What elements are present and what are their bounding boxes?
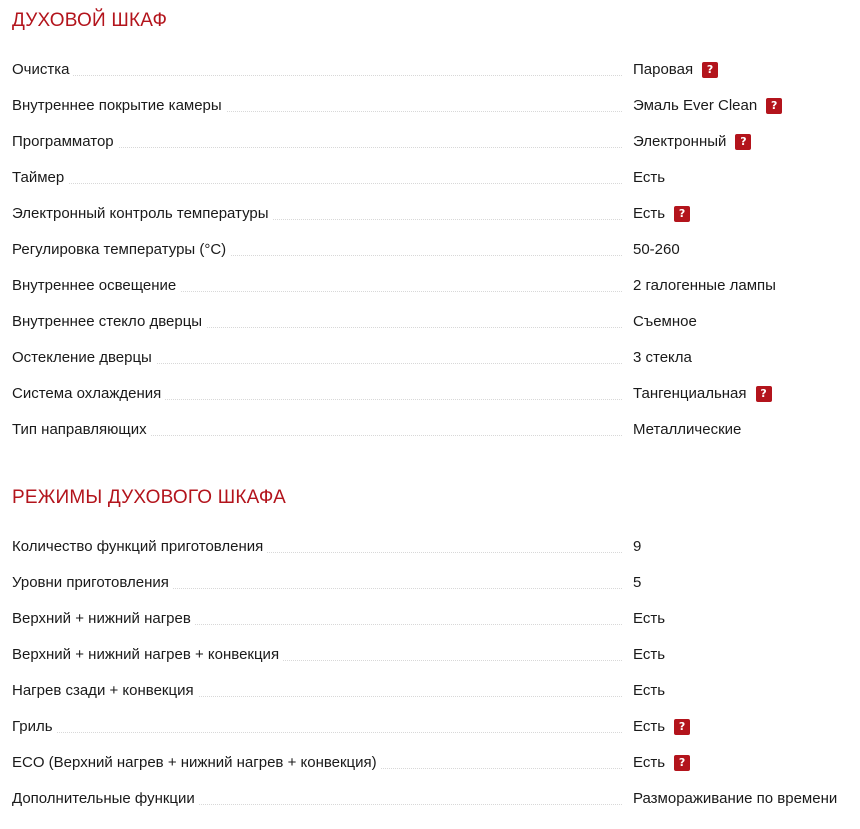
spec-value: [633, 789, 837, 809]
spec-value-text: Есть: [633, 718, 666, 735]
spec-value: [633, 717, 690, 737]
spec-value-text: Паровая: [633, 61, 694, 78]
spec-row: [0, 602, 860, 638]
help-question-icon[interactable]: ?: [674, 206, 690, 222]
section-title-oven-modes: РЕЖИМЫ ДУХОВОГО ШКАФА: [12, 487, 286, 508]
help-question-icon[interactable]: ?: [735, 134, 751, 150]
spec-label: Дополнительные функции: [12, 789, 199, 809]
spec-label: Внутреннее покрытие камеры: [12, 96, 226, 116]
spec-label: Регулировка температуры (°С): [12, 240, 230, 260]
spec-value: [633, 537, 641, 557]
spec-value-text: 3 стекла: [633, 349, 692, 366]
spec-label: Очистка: [12, 60, 73, 80]
spec-value: [633, 384, 772, 404]
spec-value: [633, 240, 680, 260]
spec-value-text: 50-260: [633, 241, 680, 258]
spec-value: [633, 609, 665, 629]
spec-label: ECO (Верхний нагрев + нижний нагрев + конвекция): [12, 753, 381, 773]
spec-value-text: Размораживание по времени: [633, 790, 838, 807]
spec-label: Тип направляющих: [12, 420, 151, 440]
help-question-icon[interactable]: ?: [756, 386, 772, 402]
spec-value-text: Есть: [633, 682, 666, 699]
spec-label: Система охлаждения: [12, 384, 165, 404]
spec-label: Гриль: [12, 717, 57, 737]
spec-value-text: 2 галогенные лампы: [633, 277, 776, 294]
spec-value: [633, 168, 665, 188]
spec-value-text: Эмаль Ever Clean: [633, 97, 758, 114]
spec-row: [0, 710, 860, 746]
spec-row: [0, 377, 860, 413]
help-question-icon[interactable]: ?: [766, 98, 782, 114]
oven-spec-list: [0, 53, 860, 449]
spec-value-text: Есть: [633, 205, 666, 222]
spec-label: Количество функций приготовления: [12, 537, 267, 557]
spec-label: Электронный контроль температуры: [12, 204, 273, 224]
spec-value-text: 9: [633, 538, 642, 555]
spec-value: [633, 204, 690, 224]
spec-row: [0, 53, 860, 89]
spec-row: [0, 269, 860, 305]
spec-value: [633, 348, 692, 368]
spec-value-text: Есть: [633, 754, 666, 771]
spec-row: [0, 161, 860, 197]
oven-modes-spec-list: [0, 530, 860, 818]
spec-value-text: Есть: [633, 169, 666, 186]
spec-value: [633, 573, 641, 593]
spec-row: [0, 341, 860, 377]
spec-value: [633, 681, 665, 701]
spec-label: Программатор: [12, 132, 118, 152]
spec-label: Таймер: [12, 168, 68, 188]
dotted-leader: [12, 183, 622, 184]
spec-value: [633, 132, 751, 152]
spec-value: [633, 96, 782, 116]
section-title-oven: ДУХОВОЙ ШКАФ: [12, 10, 168, 31]
help-question-icon[interactable]: ?: [674, 755, 690, 771]
spec-value-text: Съемное: [633, 313, 697, 330]
spec-row: [0, 125, 860, 161]
spec-row: [0, 746, 860, 782]
spec-value-text: Электронный: [633, 133, 727, 150]
spec-value-text: Есть: [633, 610, 666, 627]
dotted-leader: [12, 75, 622, 76]
help-question-icon[interactable]: ?: [674, 719, 690, 735]
spec-row: [0, 674, 860, 710]
spec-value-text: Металлические: [633, 421, 742, 438]
spec-value-text: 5: [633, 574, 642, 591]
spec-value-text: Тангенциальная: [633, 385, 747, 402]
spec-row: [0, 638, 860, 674]
spec-label: Внутреннее освещение: [12, 276, 180, 296]
spec-value: [633, 753, 690, 773]
dotted-leader: [12, 732, 622, 733]
spec-row: [0, 530, 860, 566]
spec-row: [0, 566, 860, 602]
spec-row: [0, 89, 860, 125]
spec-value: [633, 60, 718, 80]
spec-value: [633, 312, 697, 332]
spec-row: [0, 197, 860, 233]
spec-label: Остекление дверцы: [12, 348, 156, 368]
spec-row: [0, 413, 860, 449]
spec-value: [633, 645, 665, 665]
spec-row: [0, 233, 860, 269]
spec-value: [633, 420, 741, 440]
spec-label: Верхний + нижний нагрев + конвекция: [12, 645, 283, 665]
spec-value: [633, 276, 776, 296]
spec-label: Внутреннее стекло дверцы: [12, 312, 206, 332]
help-question-icon[interactable]: ?: [702, 62, 718, 78]
spec-label: Нагрев сзади + конвекция: [12, 681, 198, 701]
spec-row: [0, 782, 860, 818]
spec-label: Уровни приготовления: [12, 573, 173, 593]
spec-label: Верхний + нижний нагрев: [12, 609, 195, 629]
spec-value-text: Есть: [633, 646, 666, 663]
spec-row: [0, 305, 860, 341]
